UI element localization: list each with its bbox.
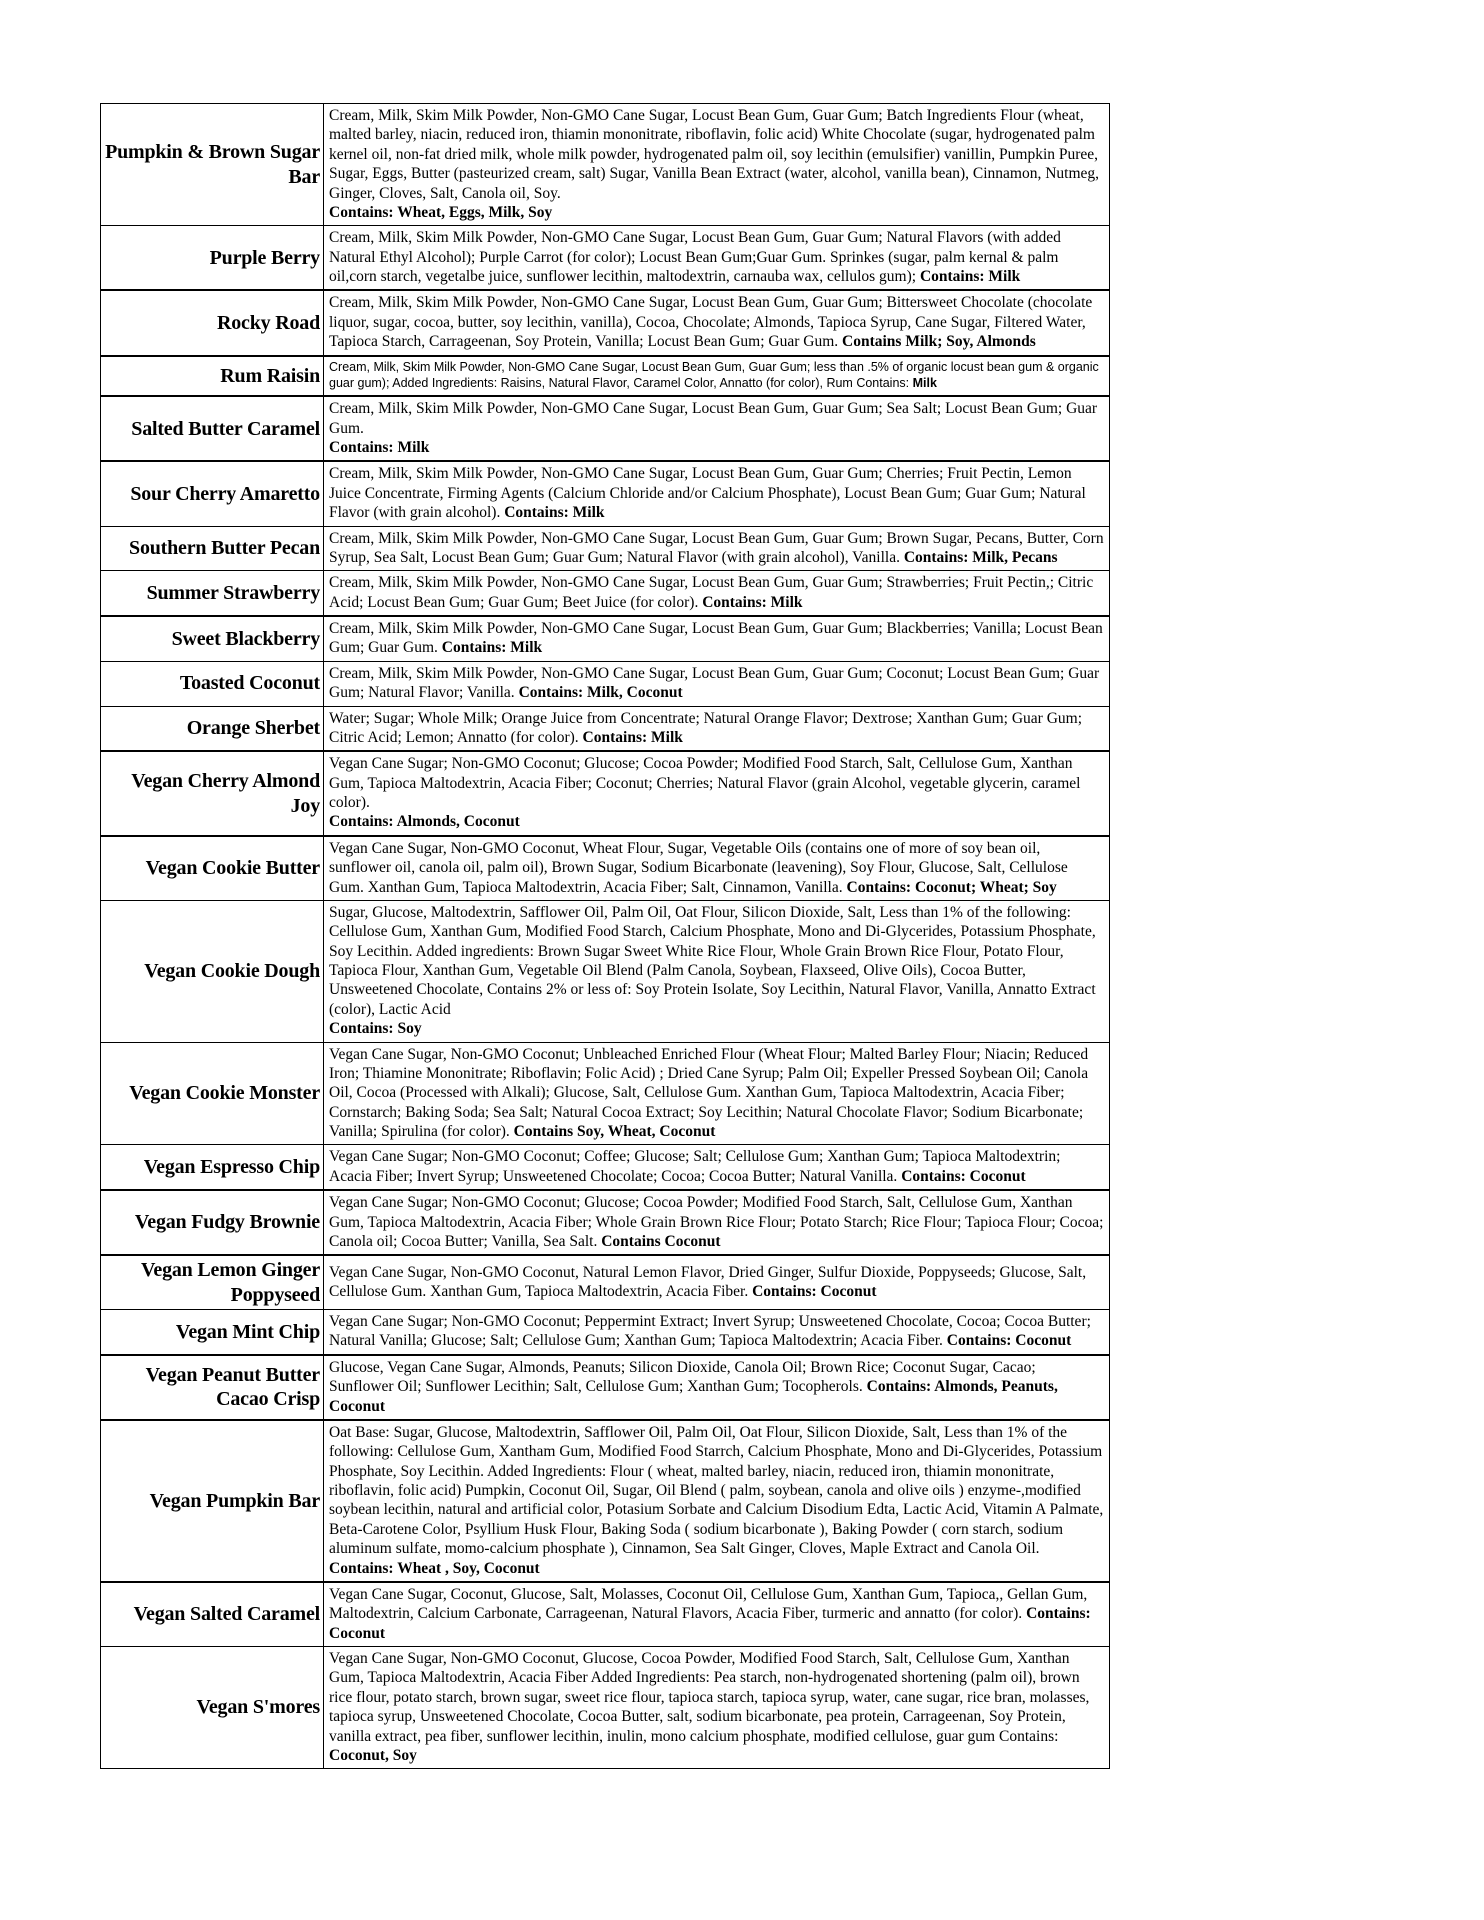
contains-statement: Contains Milk; Soy, Almonds (842, 333, 1036, 351)
ingredients-cell (324, 1355, 1110, 1420)
table-row (101, 1647, 1110, 1769)
table-row (101, 104, 1110, 226)
ingredients-text: Cream, Milk, Skim Milk Powder, Non-GMO Cane Sugar, Locust Bean Gum, Guar Gum; Sea Salt; Locust Bean Gum; Guar Gum. (329, 400, 1098, 437)
contains-statement: Contains Soy, Wheat, Coconut (513, 1123, 716, 1140)
ingredients-text: Vegan Cane Sugar, Non-GMO Coconut; Unbleached Enriched Flour (Wheat Flour; Malted Barley Flour; Niacin; Reduced Iron; Thiamine Mononitrate; Riboflavin; Folic Acid) ; Dried Cane Syrup; Palm Oil; Expeller Pressed Soybean Oil; Canola Oil, Cocoa (Processed with Alkali); Glucose, Salt, Cellulose Gum. Xanthan Gum, Tapioca Maltodextrin, Acacia Fiber; Cornstarch; Baking Soda; Sea Salt; Natural Cocoa Extract; Soy Lecithin; Natural Chocolate Flavor; Sodium Bicarbonate; Vanilla; Spirulina (for color). (329, 1045, 1089, 1140)
contains-statement: Contains: Soy (329, 1020, 422, 1038)
table-row (101, 571, 1110, 616)
ingredients-cell (324, 836, 1110, 901)
ingredients-cell (324, 461, 1110, 526)
ingredients-text: Cream, Milk, Skim Milk Powder, Non-GMO Cane Sugar, Locust Bean Gum, Guar Gum; Bittersweet Chocolate (chocolate liquor, sugar, cocoa, butter, soy lecithin, vanilla), Cocoa, Chocolate; Almonds, Tapioca Syrup, Cane Sugar, Filtered Water, Tapioca Starch, Carrageenan, Soy Protein, Vanilla; Locust Bean Gum; Guar Gum. (329, 294, 1093, 351)
flavor-name: Southern Butter Pecan (101, 526, 324, 571)
flavor-name: Orange Sherbet (101, 706, 324, 751)
ingredients-text: Vegan Cane Sugar, Coconut, Glucose, Salt, Molasses, Coconut Oil, Cellulose Gum, Xanthan Gum, Tapioca,, Gellan Gum, Maltodextrin, Calcium Carbonate, Carrageenan, Natural Flavors, Acacia Fiber, turmeric and annatto (for color). (329, 1585, 1088, 1623)
flavor-name: Vegan Pumpkin Bar (101, 1420, 324, 1582)
flavor-name: Sweet Blackberry (101, 616, 324, 661)
table-row (101, 1310, 1110, 1355)
table-row (101, 1042, 1110, 1145)
flavor-name: Rocky Road (101, 290, 324, 355)
ingredients-text: Vegan Cane Sugar; Non-GMO Coconut; Peppermint Extract; Invert Syrup; Unsweetened Chocolate, Cocoa; Cocoa Butter; Natural Vanilla; Glucose; Salt; Cellulose Gum; Xanthan Gum; Tapioca Maltodextrin; Acacia Fiber. (329, 1313, 1091, 1350)
contains-statement: Contains: Milk (441, 639, 543, 657)
flavor-name: Vegan Espresso Chip (101, 1145, 324, 1190)
flavor-name: Vegan Cookie Dough (101, 900, 324, 1042)
table-row (101, 836, 1110, 901)
table-row (101, 290, 1110, 355)
ingredients-cell (324, 226, 1110, 291)
contains-statement: Contains: Coconut (752, 1283, 877, 1301)
table-row (101, 1420, 1110, 1582)
ingredients-text: Vegan Cane Sugar, Non-GMO Coconut, Wheat Flour, Sugar, Vegetable Oils (contains one of more of soy bean oil, sunflower oil, canola oil, palm oil), Brown Sugar, Sodium Bicarbonate (leavening), Soy Flour, Glucose, Salt, Cellulose Gum. Xanthan Gum, Tapioca Maltodextrin, Acacia Fiber; Salt, Cinnamon, Vanilla. (329, 839, 1068, 896)
ingredients-table-container (100, 103, 1110, 1769)
ingredients-cell (324, 900, 1110, 1042)
contains-statement: Contains: Coconut (946, 1332, 1072, 1350)
flavor-name: Salted Butter Caramel (101, 396, 324, 461)
contains-statement: Contains: Milk (582, 728, 683, 746)
ingredients-text: Vegan Cane Sugar, Non-GMO Coconut, Natural Lemon Flavor, Dried Ginger, Sulfur Dioxide, Poppyseeds; Glucose, Salt, Cellulose Gum. Xanthan Gum, Tapioca Maltodextrin, Acacia Fiber. (329, 1263, 1087, 1301)
contains-statement: Contains: Milk (329, 439, 430, 456)
contains-statement: Contains: Coconut; Wheat; Soy (846, 878, 1057, 896)
flavor-name: Sour Cherry Amaretto (101, 461, 324, 526)
contains-statement: Contains: Wheat , Soy, Coconut (329, 1559, 540, 1577)
table-row (101, 616, 1110, 661)
ingredients-cell (324, 1145, 1110, 1190)
table-row (101, 1255, 1110, 1309)
ingredients-text: Cream, Milk, Skim Milk Powder, Non-GMO Cane Sugar, Locust Bean Gum, Guar Gum; Coconut; Locust Bean Gum; Guar Gum; Natural Flavor; Vanilla. (329, 664, 1100, 702)
contains-statement: Contains: Milk, Pecans (903, 548, 1058, 566)
ingredients-text: Oat Base: Sugar, Glucose, Maltodextrin, Safflower Oil, Palm Oil, Oat Flour, Silicon Dioxide, Salt, Less than 1% of the following: Cellulose Gum, Xantham Gum, Modified Food Starrch, Calcium Phosphate, Mono and Di-Glycerides, Potassium Phosphate, Soy Lecithin. Added Ingredients: Flour ( wheat, malted barley, niacin, reduced iron, thiamin mononitrate, riboflavin, folic acid) Pumpkin, Coconut Oil, Sugar, Oil Blend ( palm, soybean, canola and olive oils ) enzyme-,modified soybean lecithin, natural and artificial color, Potasium Sorbate and Calcium Disodium Edta, Lactic Acid, Vitamin A Palmate, Beta-Carotene Color, Psyllium Husk Flour, Baking Soda ( sodium bicarbonate ), Baking Powder ( corn starch, sodium aluminum sulfate, momo-calcium phosphate ), Cinnamon, Sea Salt Ginger, Cloves, Maple Extract and Canola Oil. (329, 1423, 1104, 1558)
ingredients-text: Cream, Milk, Skim Milk Powder, Non-GMO Cane Sugar, Locust Bean Gum, Guar Gum; Blackberries; Vanilla; Locust Bean Gum; Guar Gum. (329, 620, 1103, 657)
ingredients-cell (324, 616, 1110, 661)
flavor-name: Vegan Fudgy Brownie (101, 1190, 324, 1255)
ingredients-cell (324, 571, 1110, 616)
flavor-name: Vegan Peanut Butter Cacao Crisp (101, 1355, 324, 1420)
ingredients-text: Cream, Milk, Skim Milk Powder, Non-GMO Cane Sugar, Locust Bean Gum, Guar Gum; Brown Sugar, Pecans, Butter, Corn Syrup, Sea Salt, Locust Bean Gum; Guar Gum; Natural Flavor (with grain alcohol), Vanilla. (329, 529, 1104, 566)
contains-statement: Contains: Coconut (329, 1605, 1091, 1642)
flavor-name: Vegan Cherry Almond Joy (101, 751, 324, 836)
table-row (101, 396, 1110, 461)
ingredients-text: Vegan Cane Sugar, Non-GMO Coconut, Glucose, Cocoa Powder, Modified Food Starch, Salt, Cellulose Gum, Xanthan Gum, Tapioca Maltodextrin, Acacia Fiber Added Ingredients: Pea starch, non-hydrogenated shortening (palm oil), brown rice flour, potato starch, brown sugar, sweet rice flour, tapioca starch, tapioca syrup, water, cane sugar, rice bran, molasses, tapioca syrup, Unsweetened Chocolate, Cocoa Butter, salt, sodium bicarbonate, pea protein, Carrageenan, Soy Protein, vanilla extract, pea fiber, sunflower lecithin, inulin, mono calcium phosphate, modified cellulose, guar gum Contains: (329, 1650, 1090, 1745)
ingredients-table (100, 103, 1110, 1769)
contains-statement: Contains: Milk (504, 504, 605, 522)
ingredients-cell (324, 1582, 1110, 1647)
table-row (101, 526, 1110, 571)
ingredients-text: Water; Sugar; Whole Milk; Orange Juice from Concentrate; Natural Orange Flavor; Dextrose; Xanthan Gum; Guar Gum; Citric Acid; Lemon; Annatto (for color). (329, 709, 1083, 746)
table-row (101, 1145, 1110, 1190)
ingredients-cell (324, 1190, 1110, 1255)
flavor-name: Vegan Cookie Butter (101, 836, 324, 901)
contains-statement: Contains: Coconut (901, 1167, 1026, 1185)
contains-statement: Coconut, Soy (329, 1746, 417, 1764)
flavor-name: Summer Strawberry (101, 571, 324, 616)
flavor-name: Rum Raisin (101, 356, 324, 397)
ingredients-text: Sugar, Glucose, Maltodextrin, Safflower Oil, Palm Oil, Oat Flour, Silicon Dioxide, Salt, Less than 1% of the following: Cellulose Gum, Xanthan Gum, Modified Food Starch, Calcium Phosphate, Mono and Di-Glycerides, Potassium Phosphate, Soy Lecithin. Added ingredients: Brown Sugar Sweet White Rice Flour, Whole Grain Brown Rice Flour, Potato Flour, Tapioca Flour, Xanthan Gum, Vegetable Oil Blend (Palm Canola, Soybean, Flaxseed, Olive Oils), Cocoa Butter, Unsweetened Chocolate, Contains 2% or less of: Soy Protein Isolate, Soy Lecithin, Natural Flavor, Vanilla, Annatto Extract (color), Lactic Acid (329, 903, 1096, 1018)
ingredients-text: Cream, Milk, Skim Milk Powder, Non-GMO Cane Sugar, Locust Bean Gum, Guar Gum; Batch Ingredients Flour (wheat, malted barley, niacin, reduced iron, thiamin mononitrate, riboflavin, folic acid) White Chocolate (sugar, hydrogenated palm kernel oil, non-fat dried milk, whole milk powder, hydrogenated palm oil, soy lecithin (emulsifier) vanillin, Pumpkin Puree, Sugar, Eggs, Butter (pasteurized cream, salt) Sugar, Vanilla Bean Extract (water, alcohol, vanilla bean), Cinnamon, Nutmeg, Ginger, Cloves, Salt, Canola oil, Soy. (329, 107, 1100, 202)
ingredients-text: Cream, Milk, Skim Milk Powder, Non-GMO Cane Sugar, Locust Bean Gum, Guar Gum; Strawberries; Fruit Pectin,; Citric Acid; Locust Bean Gum; Guar Gum; Beet Juice (for color). (329, 574, 1094, 611)
table-row (101, 226, 1110, 291)
ingredients-cell (324, 526, 1110, 571)
ingredients-cell (324, 1255, 1110, 1309)
flavor-name: Vegan Lemon Ginger Poppyseed (101, 1255, 324, 1309)
table-row (101, 1582, 1110, 1647)
table-body (101, 104, 1110, 1769)
ingredients-text: Glucose, Vegan Cane Sugar, Almonds, Peanuts; Silicon Dioxide, Canola Oil; Brown Rice; Coconut Sugar, Cacao; Sunflower Oil; Sunflower Lecithin; Salt, Cellulose Gum; Xanthan Gum; Tocopherols. (329, 1358, 1036, 1396)
ingredients-cell (324, 1647, 1110, 1769)
ingredients-cell (324, 706, 1110, 751)
ingredients-cell (324, 1310, 1110, 1355)
ingredients-cell (324, 661, 1110, 706)
table-row (101, 900, 1110, 1042)
ingredients-text: Cream, Milk, Skim Milk Powder, Non-GMO Cane Sugar, Locust Bean Gum, Guar Gum; Cherries; Fruit Pectin, Lemon Juice Concentrate, Firming Agents (Calcium Chloride and/or Calcium Phosphate), Locust Bean Gum; Guar Gum; Natural Flavor (with grain alcohol). (329, 465, 1086, 522)
ingredients-cell (324, 1420, 1110, 1582)
ingredients-text: Vegan Cane Sugar; Non-GMO Coconut; Glucose; Cocoa Powder; Modified Food Starch, Salt, Cellulose Gum, Xanthan Gum, Tapioca Maltodextrin, Acacia Fiber; Coconut; Cherries; Natural Flavor (grain Alcohol, vegetable glycerin, caramel color). (329, 755, 1081, 811)
ingredients-text: Vegan Cane Sugar; Non-GMO Coconut; Coffee; Glucose; Salt; Cellulose Gum; Xanthan Gum; Tapioca Maltodextrin; Acacia Fiber; Invert Syrup; Unsweetened Chocolate; Cocoa; Cocoa Butter; Natural Vanilla. (329, 1148, 1061, 1185)
table-row (101, 751, 1110, 836)
ingredients-cell (324, 751, 1110, 836)
table-row (101, 706, 1110, 751)
ingredients-cell (324, 1042, 1110, 1145)
contains-statement: Milk (912, 376, 937, 391)
ingredients-cell (324, 396, 1110, 461)
ingredients-text: Vegan Cane Sugar; Non-GMO Coconut; Glucose; Cocoa Powder; Modified Food Starch, Salt, Cellulose Gum, Xanthan Gum, Tapioca Maltodextrin, Acacia Fiber; Whole Grain Brown Rice Flour; Potato Starch; Rice Flour; Tapioca Flour; Cocoa; Canola oil; Cocoa Butter; Vanilla, Sea Salt. (329, 1194, 1104, 1250)
ingredients-cell (324, 104, 1110, 226)
contains-statement: Contains: Wheat, Eggs, Milk, Soy (329, 203, 553, 221)
table-row (101, 356, 1110, 397)
table-row (101, 661, 1110, 706)
table-row (101, 1190, 1110, 1255)
contains-statement: Contains: Milk (919, 268, 1021, 285)
ingredients-cell (324, 356, 1110, 397)
ingredients-cell (324, 290, 1110, 355)
ingredients-text: Cream, Milk, Skim Milk Powder, Non-GMO Cane Sugar, Locust Bean Gum, Guar Gum; less than .5% of organic locust bean gum & organic guar gum); Added Ingredients: Raisins, Natural Flavor, Caramel Color, Annatto (for color), Rum Contains: (329, 359, 1099, 391)
contains-statement: Contains: Almonds, Peanuts, Coconut (329, 1378, 1058, 1415)
table-row (101, 1355, 1110, 1420)
flavor-name: Vegan Salted Caramel (101, 1582, 324, 1647)
flavor-name: Toasted Coconut (101, 661, 324, 706)
contains-statement: Contains: Almonds, Coconut (329, 813, 520, 831)
flavor-name: Pumpkin & Brown Sugar Bar (101, 104, 324, 226)
flavor-name: Vegan Mint Chip (101, 1310, 324, 1355)
ingredients-text: Cream, Milk, Skim Milk Powder, Non-GMO Cane Sugar, Locust Bean Gum, Guar Gum; Natural Flavors (with added Natural Ethyl Alcohol); Purple Carrot (for color); Locust Bean Gum;Guar Gum. Sprinkes (sugar, palm kernal & palm oil,corn starch, vegetalbe juice, sunflower lecithin, maltodextrin, carnauba wax, cellulos gum); (329, 229, 1061, 285)
contains-statement: Contains Coconut (601, 1232, 721, 1250)
contains-statement: Contains: Milk, Coconut (518, 684, 683, 702)
contains-statement: Contains: Milk (702, 593, 803, 611)
table-row (101, 461, 1110, 526)
flavor-name: Vegan S'mores (101, 1647, 324, 1769)
flavor-name: Purple Berry (101, 226, 324, 291)
flavor-name: Vegan Cookie Monster (101, 1042, 324, 1145)
